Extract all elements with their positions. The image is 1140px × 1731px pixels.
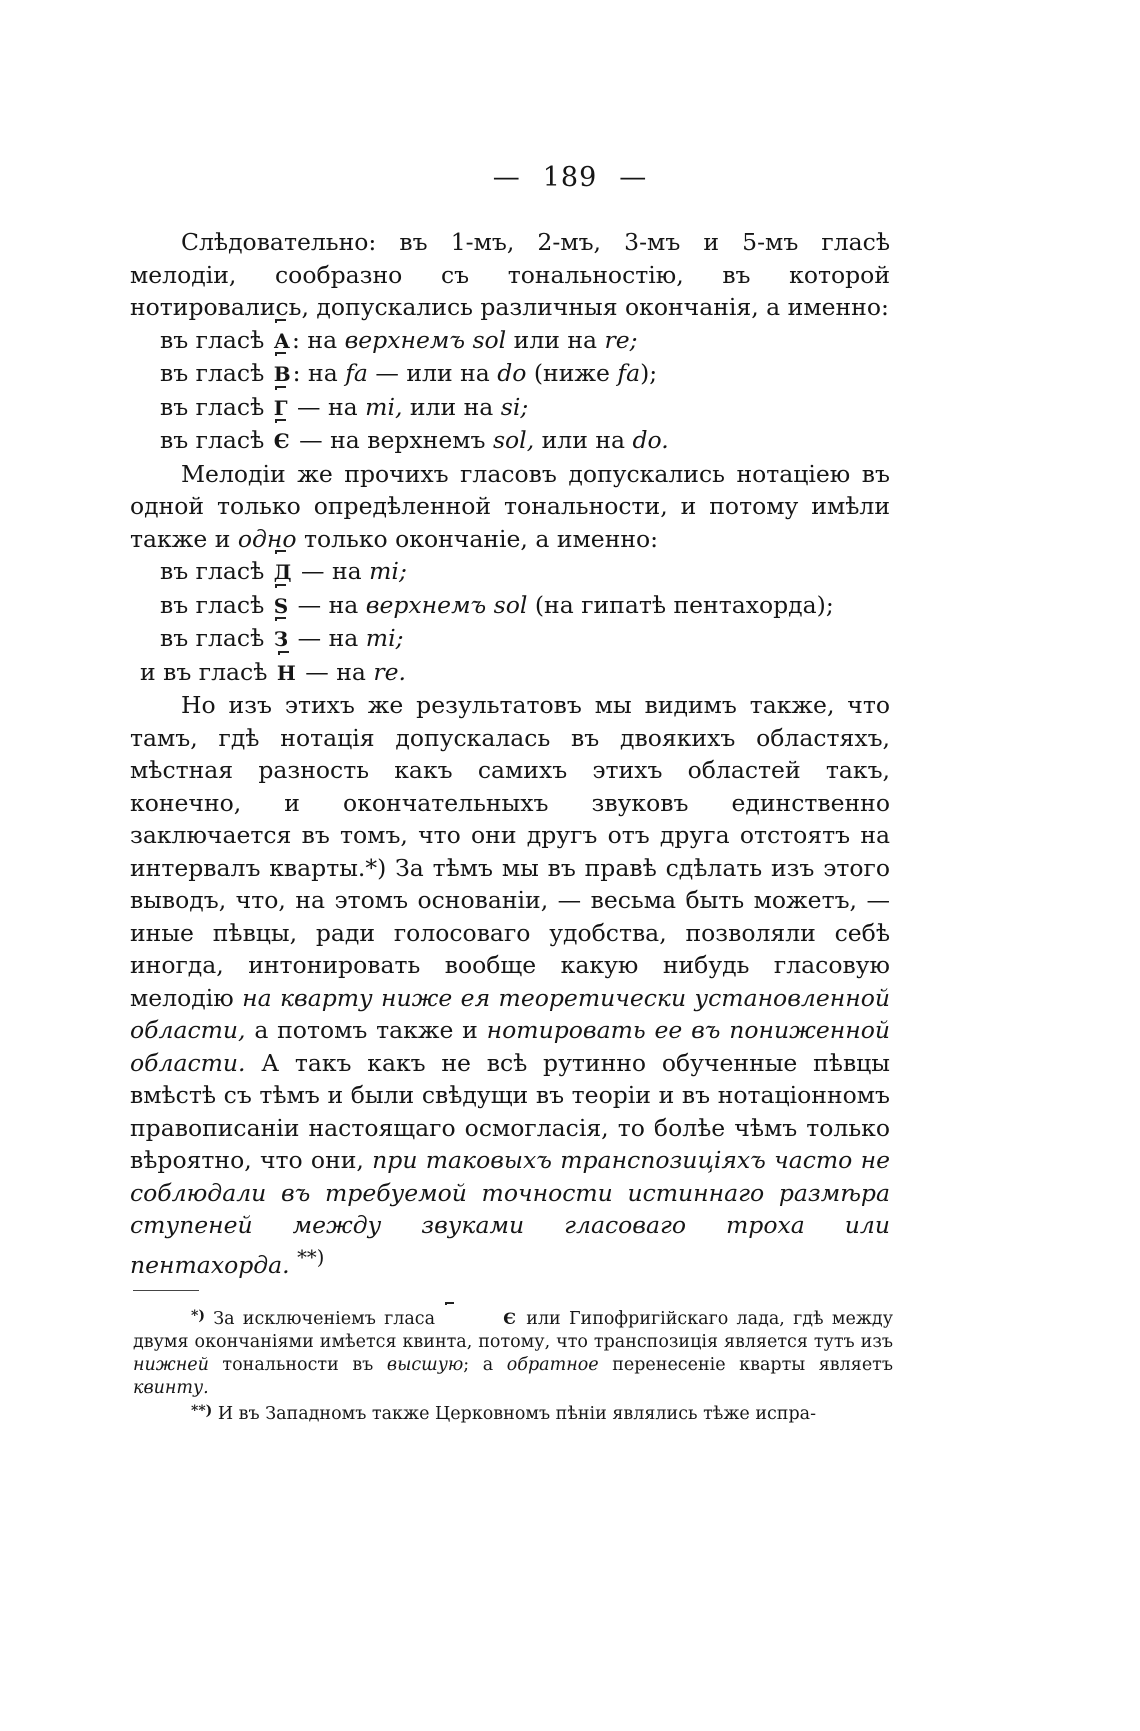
- neume-glyph: А: [274, 325, 290, 358]
- footnotes: [133, 1305, 893, 1426]
- list-item: въ гласѣ З — на mi;: [130, 622, 890, 656]
- page-number: 189: [542, 162, 598, 193]
- neume-glyph: З: [274, 623, 288, 656]
- neume-glyph: В: [274, 358, 291, 391]
- footnote-1: *) За исключеніемъ гласа Є или Гипофригійскаго лада, гдѣ между двумя окончаніями имѣется квинта, потому, что транспозиція является тутъ изъ нижней тональности въ высшую; а обратное перенесеніе кварты являетъ квинту.: [133, 1308, 893, 1398]
- footnote-separator: [133, 1290, 199, 1291]
- main-text: [130, 226, 890, 1281]
- endings-list-2: [130, 555, 890, 689]
- neume-glyph: Д: [274, 556, 292, 589]
- header-dash-left: —: [492, 162, 521, 193]
- neume-glyph: Ѕ: [274, 590, 288, 623]
- list-item: и въ гласѣ Н — на re.: [130, 656, 890, 690]
- paragraph-2: Мелодіи же прочихъ гласовъ допускались нотаціею въ одной только опредѣленной тональности, и потому имѣли также и одно только окончаніе, а именно:: [130, 459, 890, 553]
- neume-glyph: Є: [445, 1307, 516, 1330]
- neume-glyph: Є: [274, 425, 290, 458]
- list-item: въ гласѣ Г — на mi, или на si;: [130, 391, 890, 425]
- paragraph-3: Но изъ этихъ же результатовъ мы видимъ также, что тамъ, гдѣ нотація допускалась въ двоякихъ областяхъ, мѣстная разность какъ самихъ этихъ областей такъ, конечно, и окончательныхъ звуковъ единственно заключается въ томъ, что они другъ отъ друга отстоятъ на интервалъ кварты.*) За тѣмъ мы въ правѣ сдѣлать изъ этого выводъ, что, на этомъ основаніи, — весьма быть можетъ, — иные пѣвцы, ради голосоваго удобства, позволяли себѣ иногда, интонировать вообще какую нибудь гласовую мелодію на кварту ниже ея теоретически установленной области, а потомъ также и нотировать ее въ пониженной области. А такъ какъ не всѣ рутинно обученные пѣвцы вмѣстѣ съ тѣмъ и были свѣдущи въ теоріи и въ нотаціонномъ правописаніи настоящаго осмогласія, то болѣе чѣмъ только вѣроятно, что они, при таковыхъ транспозиціяхъ часто не соблюдали въ требуемой точности истиннаго размѣра ступеней между звуками гласоваго троха или пентахорда. **): [130, 691, 890, 1279]
- list-item: въ гласѣ Є — на верхнемъ sol, или на do.: [130, 424, 890, 458]
- endings-list-1: [130, 324, 890, 458]
- page-header: [0, 162, 1140, 193]
- footnote-2: **) И въ Западномъ также Церковномъ пѣніи являлись тѣже испра-: [191, 1403, 817, 1424]
- neume-glyph: Г: [274, 392, 288, 425]
- neume-glyph: Н: [277, 657, 296, 690]
- list-item: въ гласѣ Ѕ — на верхнемъ sol (на гипатѣ пентахорда);: [130, 589, 890, 623]
- paragraph-1: Слѣдовательно: въ 1-мъ, 2-мъ, 3-мъ и 5-мъ гласѣ мелодіи, сообразно съ тональностію, въ которой нотировались, допускались различныя окончанія, а именно:: [130, 228, 890, 321]
- list-item: въ гласѣ А: на верхнемъ sol или на re;: [130, 324, 890, 358]
- header-dash-right: —: [619, 162, 648, 193]
- list-item: въ гласѣ В: на fa — или на do (ниже fa);: [130, 357, 890, 391]
- list-item: въ гласѣ Д — на mi;: [130, 555, 890, 589]
